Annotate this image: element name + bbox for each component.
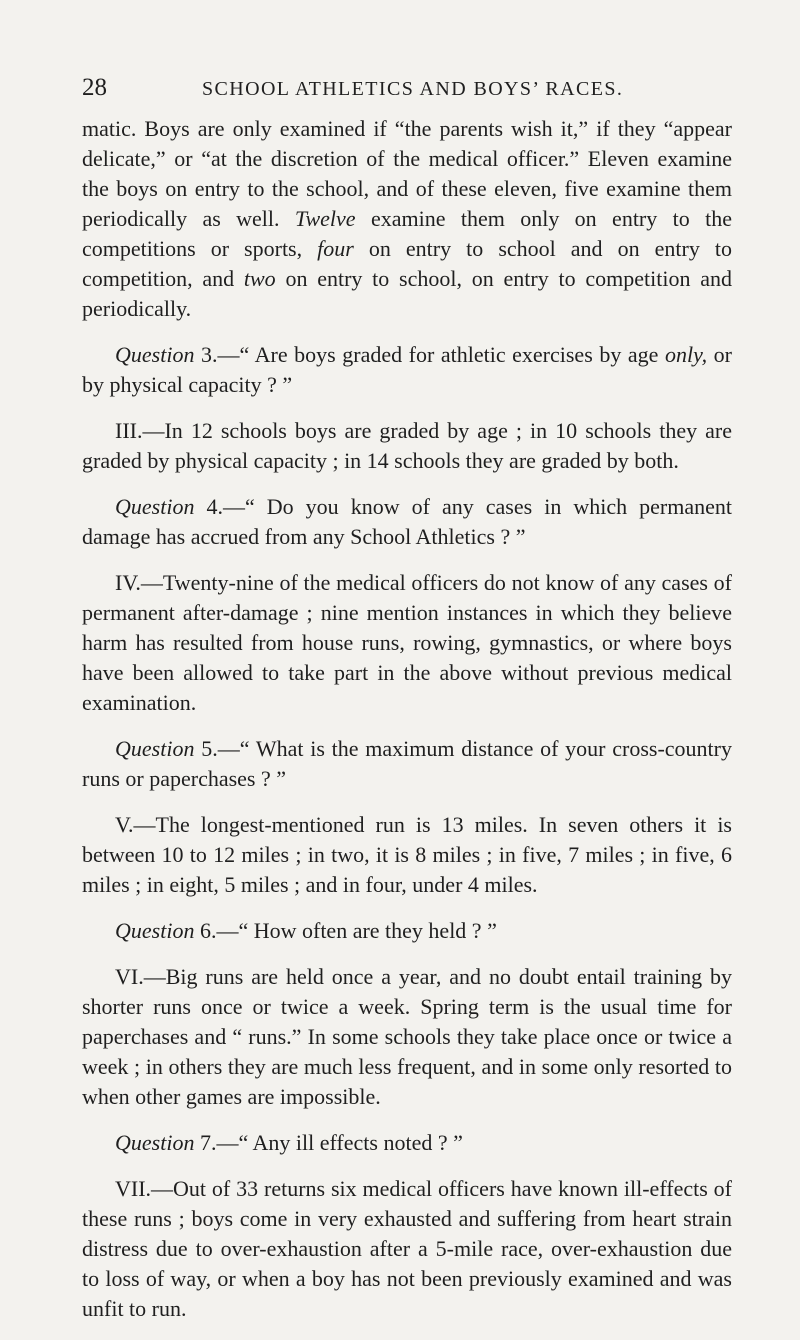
question-label: Question [115, 1130, 195, 1155]
question-text: 7.—“ Any ill effects noted ? ” [194, 1130, 463, 1155]
question-text: or by physical capacity ? ” [82, 342, 733, 397]
text-run: examine them only on entry to the competitions or sports, [82, 206, 732, 261]
text-run: on entry to school, on entry to competition and periodically. [82, 266, 732, 321]
question-4 [82, 492, 732, 552]
question-3 [82, 340, 732, 400]
question-text: 3.—“ Are boys graded for athletic exercises by age [194, 342, 665, 367]
text-run: on entry to school and on entry to competition, and [82, 236, 732, 291]
answer-3: III.—In 12 schools boys are graded by age ; in 10 schools they are graded by physical capacity ; in 14 schools they are graded by both. [82, 418, 732, 473]
question-7 [82, 1128, 732, 1158]
text-run: matic. Boys are only examined if “the parents wish it,” if they “appear delicate,” or “at the discretion of the medical officer.” Eleven examine the boys on entry to the school, and of these eleven, five examine them periodically as well. [82, 116, 732, 231]
italic-word: two [243, 266, 276, 291]
question-text: 5.—“ What is the maximum distance of your cross-country runs or paperchases ? ” [82, 736, 732, 791]
question-text: 4.—“ Do you know of any cases in which permanent damage has accrued from any School Athletics ? ” [82, 494, 732, 549]
answer-6: VI.—Big runs are held once a year, and no doubt entail training by shorter runs once or twice a week. Spring term is the usual time for paperchases and “ runs.” In some schools they take place once or twice a week ; in others they are much less frequent, and in some only resorted to when other games are impossible. [82, 964, 732, 1109]
question-6 [82, 916, 732, 946]
italic-word: only, [664, 342, 708, 367]
page-number: 28 [82, 74, 107, 101]
running-head: SCHOOL ATHLETICS AND BOYS’ RACES. [202, 78, 624, 100]
question-5 [82, 734, 732, 794]
page-header [82, 74, 722, 110]
question-label: Question [115, 736, 195, 761]
answer-4: IV.—Twenty-nine of the medical officers do not know of any cases of permanent after-damage ; nine mention instances in which they believe harm has resulted from house runs, rowing, gymnastics, or where boys have been allowed to take part in the above without previous medical examination. [82, 570, 732, 715]
question-label: Question [115, 342, 195, 367]
paragraph-continuation [82, 114, 732, 324]
question-label: Question [115, 918, 195, 943]
question-text: 6.—“ How often are they held ? ” [194, 918, 497, 943]
italic-word: Twelve [294, 206, 356, 231]
answer-7: VII.—Out of 33 returns six medical officers have known ill-effects of these runs ; boys come in very exhausted and suffering from heart strain distress due to over-exhaustion after a 5-mile race, over-exhaustion due to loss of way, or when a boy has not been previously examined and was unfit to run. [82, 1176, 732, 1321]
answer-5: V.—The longest-mentioned run is 13 miles. In seven others it is between 10 to 12 miles ; in two, it is 8 miles ; in five, 7 miles ; in five, 6 miles ; in eight, 5 miles ; and in four, under 4 miles. [82, 812, 732, 897]
question-label: Question [115, 494, 195, 519]
italic-word: four [317, 236, 354, 261]
body-text [82, 114, 732, 1340]
